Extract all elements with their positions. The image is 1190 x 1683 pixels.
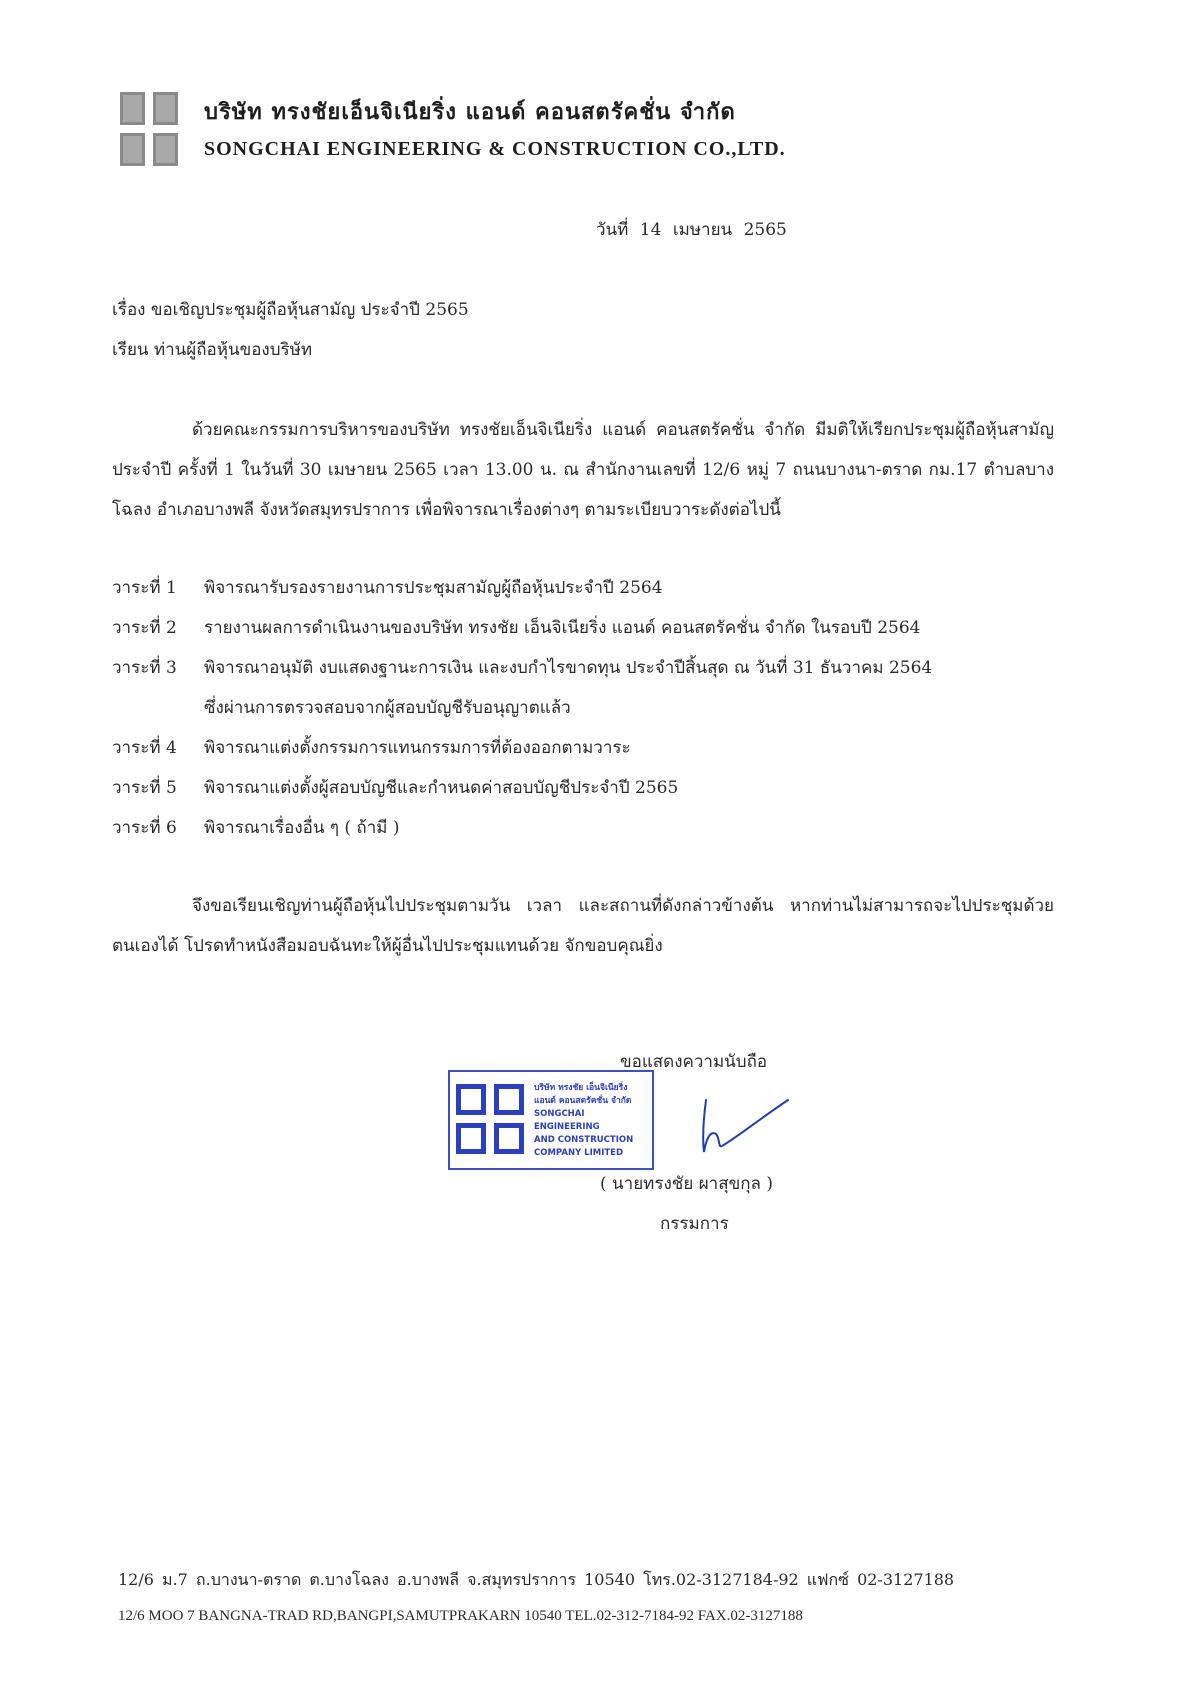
agenda-number: วาระที่ 1 — [112, 578, 177, 598]
letter-date: วันที่ 14 เมษายน 2565 — [596, 220, 787, 240]
agenda-item — [112, 648, 932, 688]
stamp-line: AND CONSTRUCTION — [534, 1135, 634, 1145]
footer-address-english: 12/6 MOO 7 BANGNA-TRAD RD,BANGPI,SAMUTPRAKARN 10540 TEL.02-312-7184-92 FAX.02-3127188 — [118, 1608, 803, 1624]
body-paragraph-2: จึงขอเรียนเชิญท่านผู้ถือหุ้นไปประชุมตามวัน เวลา และสถานที่ดังกล่าวข้างต้น หากท่านไม่สามารถจะไปประชุมด้วยตนเองได้ โปรดทำหนังสือมอบฉันทะให้ผู้อื่นไปประชุมแทนด้วย จักขอบคุณยิ่ง — [112, 896, 1054, 956]
body-paragraph-1: ด้วยคณะกรรมการบริหารของบริษัท ทรงชัยเอ็นจิเนียริ่ง แอนด์ คอนสตรัคชั่น จำกัด มีมติให้เรียกประชุมผู้ถือหุ้นสามัญประจำปี ครั้งที่ 1 ในวันที่ 30 เมษายน 2565 เวลา 13.00 น. ณ สำนักงานเลขที่ 12/6 หมู่ 7 ถนนบางนา-ตราด กม.17 ตำบลบางโฉลง อำเภอบางพลี จังหวัดสมุทรปราการ เพื่อพิจารณาเรื่องต่างๆ ตามระเบียบวาระดังต่อไปนี้ — [112, 420, 1054, 520]
agenda-text: พิจารณารับรองรายงานการประชุมสามัญผู้ถือหุ้นประจำปี 2564 — [204, 578, 663, 598]
footer-address-thai: 12/6 ม.7 ถ.บางนา-ตราด ต.บางโฉลง อ.บางพลี จ.สมุทรปราการ 10540 โทร.02-3127184-92 แฟกซ์ 02-3127188 — [118, 1570, 955, 1589]
company-name-english: SONGCHAI ENGINEERING & CONSTRUCTION CO.,LTD. — [204, 138, 786, 160]
letter-addressee: เรียน ท่านผู้ถือหุ้นของบริษัท — [112, 340, 313, 360]
agenda-number: วาระที่ 6 — [112, 818, 177, 838]
agenda-number: วาระที่ 3 — [112, 658, 177, 678]
agenda-item-continuation: ซึ่งผ่านการตรวจสอบจากผู้สอบบัญชีรับอนุญาตแล้ว — [204, 698, 571, 718]
agenda-item — [112, 768, 932, 808]
agenda-item — [112, 728, 932, 768]
company-name-thai: บริษัท ทรงชัยเอ็นจิเนียริ่ง แอนด์ คอนสตรัคชั่น จำกัด — [204, 100, 736, 125]
stamp-line: แอนด์ คอนสตรัคชั่น จำกัด — [534, 1096, 632, 1106]
stamp-text — [534, 1082, 652, 1160]
agenda-text: พิจารณาอนุมัติ งบแสดงฐานะการเงิน และงบกำไรขาดทุน ประจำปีสิ้นสุด ณ วันที่ 31 ธันวาคม 2564 — [204, 658, 933, 678]
agenda-number: วาระที่ 5 — [112, 778, 177, 798]
stamp-line: COMPANY LIMITED — [534, 1148, 624, 1158]
company-stamp — [448, 1070, 654, 1170]
handwritten-signature — [696, 1090, 796, 1160]
closing-salutation: ขอแสดงความนับถือ — [620, 1052, 768, 1072]
agenda-item — [112, 808, 932, 848]
stamp-line: บริษัท ทรงชัย เอ็นจิเนียริ่ง — [534, 1083, 628, 1093]
agenda-text: พิจารณาแต่งตั้งกรรมการแทนกรรมการที่ต้องออกตามวาระ — [204, 738, 631, 758]
letter-subject: เรื่อง ขอเชิญประชุมผู้ถือหุ้นสามัญ ประจำปี 2565 — [112, 300, 469, 320]
agenda-item — [112, 608, 932, 648]
agenda-text: พิจารณาเรื่องอื่น ๆ ( ถ้ามี ) — [204, 818, 400, 838]
agenda-list — [112, 568, 932, 848]
agenda-text: รายงานผลการดำเนินงานของบริษัท ทรงชัย เอ็นจิเนียริ่ง แอนด์ คอนสตรัคชั่น จำกัด ในรอบปี 2564 — [204, 618, 921, 638]
agenda-number: วาระที่ 4 — [112, 738, 177, 758]
agenda-number: วาระที่ 2 — [112, 618, 177, 638]
signatory-title: กรรมการ — [660, 1214, 729, 1234]
agenda-text: พิจารณาแต่งตั้งผู้สอบบัญชีและกำหนดค่าสอบบัญชีประจำปี 2565 — [204, 778, 679, 798]
company-logo — [120, 92, 178, 166]
stamp-line: SONGCHAI ENGINEERING — [534, 1109, 600, 1132]
stamp-logo-icon — [456, 1084, 524, 1154]
agenda-item — [112, 568, 932, 608]
signatory-name: ( นายทรงชัย ผาสุขกุล ) — [600, 1174, 773, 1194]
